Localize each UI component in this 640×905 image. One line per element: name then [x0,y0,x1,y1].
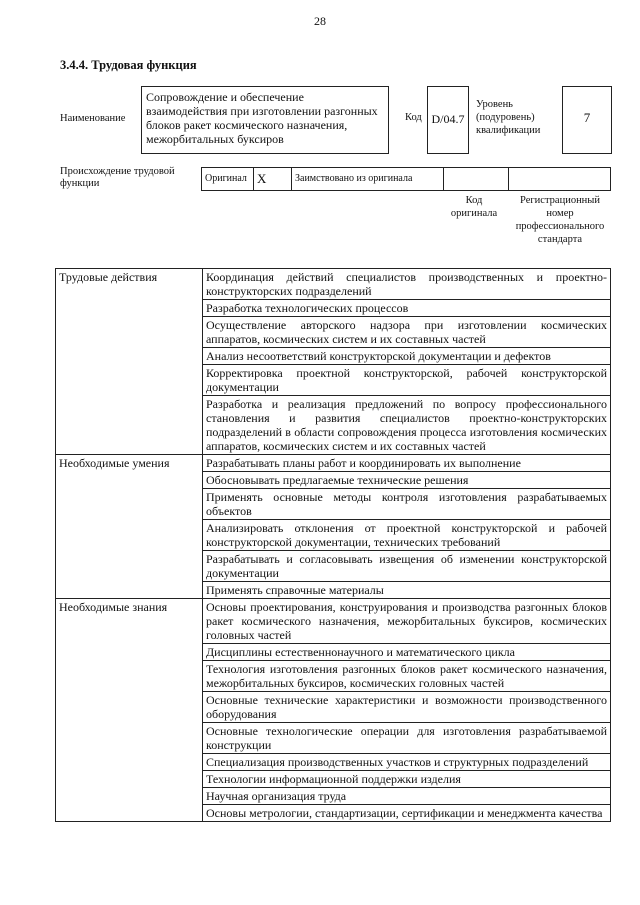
section-title: 3.4.4. Трудовая функция [60,58,197,72]
name-label: Наименование [60,113,126,124]
qualification-level-label: Уровень (подуровень) квалификации [476,99,541,136]
requirement-item: Основные технические характеристики и возможности производственного оборудования [203,692,611,723]
original-label: Оригинал [202,168,254,190]
code-original-cell [444,168,509,190]
requirement-item: Обосновывать предлагаемые технические решения [203,472,611,489]
requirement-item: Разрабатывать и согласовывать извещения об изменении конструкторской документации [203,551,611,582]
requirement-item: Технология изготовления разгонных блоков ракет космического назначения, межорбитальных буксиров, космических головных частей [203,661,611,692]
original-mark: X [254,168,292,190]
origin-label: Происхождение трудовой функции [60,166,175,189]
requirement-item: Анализ несоответствий конструкторской документации и дефектов [203,348,611,365]
requirement-item: Осуществление авторского надзора при изготовлении космических аппаратов, космических систем и их составных частей [203,317,611,348]
requirement-item: Корректировка проектной конструкторской, рабочей конструкторской документации [203,365,611,396]
requirement-item: Разработка и реализация предложений по вопросу профессионального становления и развития специалистов проектно-конструкторских подразделений в области сопровождения процесса изготовления космических аппаратов, космических систем и их составных частей [203,396,611,455]
requirement-item: Применять справочные материалы [203,582,611,599]
category-cell: Необходимые умения [56,455,203,599]
function-name-box: Сопровождение и обеспечение взаимодействия при изготовлении разгонных блоков ракет космического назначения, межорбитальных буксиров [141,86,389,154]
requirement-item: Разработка технологических процессов [203,300,611,317]
table-row [56,599,611,644]
requirement-item: Координация действий специалистов производственных и проектно-конструкторских подразделений [203,269,611,300]
page-number: 28 [314,14,326,28]
category-cell: Необходимые знания [56,599,203,822]
requirement-item: Применять основные методы контроля изготовления разрабатываемых объектов [203,489,611,520]
requirement-item: Основы метрологии, стандартизации, сертификации и менеджмента качества [203,805,611,822]
origin-row [201,167,611,191]
code-label: Код [405,112,422,123]
code-value-box: D/04.7 [427,86,469,154]
requirements-table [55,268,611,822]
registration-number-label: Регистрационный номер профессионального стандарта [515,195,605,245]
qualification-level-box: 7 [562,86,612,154]
code-original-label: Код оригинала [450,195,498,219]
table-row [56,455,611,472]
requirement-item: Основные технологические операции для изготовления разрабатываемой конструкции [203,723,611,754]
requirement-item: Анализировать отклонения от проектной конструкторской и рабочей конструкторской документации, технических требований [203,520,611,551]
requirement-item: Основы проектирования, конструирования и производства разгонных блоков ракет космического назначения, межорбитальных буксиров, космических головных частей [203,599,611,644]
requirement-item: Разрабатывать планы работ и координировать их выполнение [203,455,611,472]
requirement-item: Дисциплины естественнонаучного и математического цикла [203,644,611,661]
borrowed-label: Заимствовано из оригинала [292,168,444,190]
table-row [56,269,611,300]
requirement-item: Технологии информационной поддержки изделия [203,771,611,788]
requirement-item: Научная организация труда [203,788,611,805]
requirement-item: Специализация производственных участков и структурных подразделений [203,754,611,771]
reg-number-cell [509,168,610,190]
category-cell: Трудовые действия [56,269,203,455]
